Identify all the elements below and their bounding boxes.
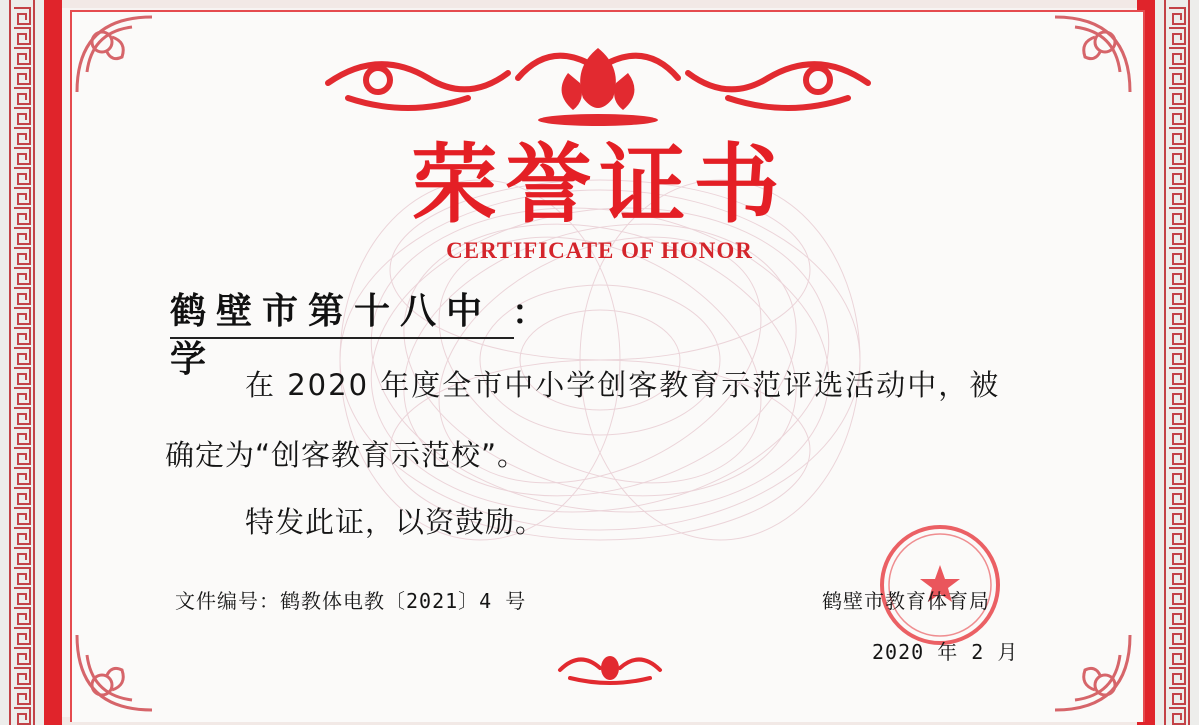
corner-ornament-bottom-right — [1045, 625, 1135, 715]
recipient-colon: ： — [512, 293, 546, 333]
recipient-name: 鹤壁市第十八中学 — [170, 287, 514, 339]
body-text-line-3: 特发此证，以资鼓励。 — [245, 505, 546, 539]
issuing-authority: 鹤壁市教育体育局 — [822, 589, 990, 613]
body-text-line-2: 确定为“创客教育示范校”。 — [165, 438, 528, 472]
meander-border-right — [1155, 0, 1199, 725]
certificate-title: 荣誉证书 — [411, 134, 788, 235]
corner-ornament-bottom-left — [72, 625, 162, 715]
top-ornament — [318, 38, 878, 130]
corner-ornament-top-right — [1045, 12, 1135, 102]
red-side-band-left — [44, 0, 62, 725]
meander-border-left — [0, 0, 44, 725]
body-text-line-1: 在 2020 年度全市中小学创客教育示范评选活动中，被 — [245, 368, 1001, 402]
issue-date: 2020 年 2 月 — [872, 640, 1019, 664]
document-number: 文件编号：鹤教体电教〔2021〕4 号 — [175, 589, 527, 613]
bottom-ornament — [550, 650, 670, 686]
certificate-subtitle: CERTIFICATE OF HONOR — [446, 238, 753, 263]
corner-ornament-top-left — [72, 12, 162, 102]
